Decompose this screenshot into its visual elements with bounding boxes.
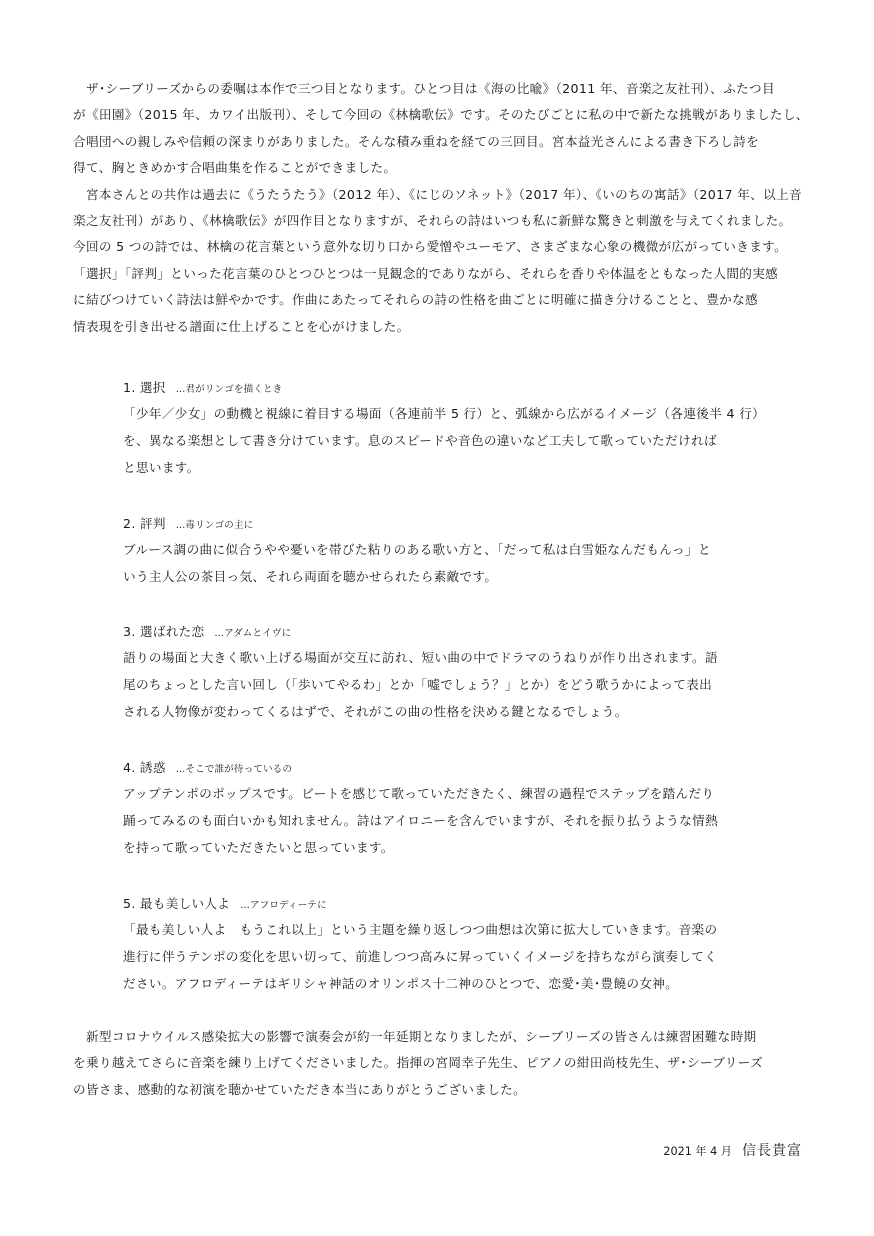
section-body [123, 644, 763, 725]
section-subtitle: …アフロディーテに [240, 900, 327, 911]
intro-line: 楽之友社刊）があり、《林檎歌伝》が四作目となりますが、それらの詩はいつも私に新鮮な驚きと刺激を与えてくれました。 [73, 212, 792, 228]
section-line: いう主人公の茶目っ気、それら両面を聴かせられたら素敵です。 [123, 569, 498, 584]
intro-line: 今回の 5 つの詩では、林檎の花言葉という意外な切り口から愛憎やユーモア、さまざまな心象の機微が広がっていきます。 [73, 239, 788, 255]
intro-line: 情表現を引き出せる譜面に仕上げることを心がけました。 [73, 318, 410, 334]
section-2 [123, 514, 763, 590]
section-line: 「最も美しい人よ もうこれ以上」という主題を繰り返しつつ曲想は次第に拡大していきます。音楽の [123, 922, 718, 937]
section-subtitle: …毒リンゴの主に [175, 520, 254, 531]
section-subtitle: …そこで誰が待っているの [175, 764, 293, 775]
section-4 [123, 758, 763, 861]
signature-author: 信長貴富 [742, 1143, 802, 1159]
section-heading [123, 378, 763, 400]
section-heading [123, 622, 763, 644]
intro-line: 「選択」「評判」といった花言葉のひとつひとつは一見観念的でありながら、それらを香りや体温をともなった人間的実感 [73, 265, 779, 281]
section-line: を、異なる楽想として書き分けています。息のスピードや音色の違いなど工夫して歌っていただければ [123, 433, 717, 448]
section-heading [123, 758, 763, 780]
section-line: 進行に伴うテンポの変化を思い切って、前進しつつ高みに昇っていくイメージを持ちながら演奏してく [123, 949, 718, 964]
section-title: 1. 選択 [123, 380, 166, 395]
closing-line: の皆さま、感動的な初演を聴かせていただき本当にありがとうございました。 [73, 1081, 527, 1097]
intro-paragraph [73, 76, 813, 340]
section-subtitle: …君がリンゴを描くとき [175, 384, 283, 395]
intro-line: 得て、胸ときめかす合唱曲集を作ることができました。 [73, 160, 397, 176]
section-line: を持って歌っていただきたいと思っています。 [123, 840, 394, 855]
intro-line: が《田園》（2015 年、カワイ出版刊）、そして今回の《林檎歌伝》です。そのたびごとに私の中で新たな挑戦がありましたし、 [73, 107, 809, 123]
section-3 [123, 622, 763, 725]
section-line: 尾のちょっとした言い回し（「歩いてやるわ」とか「嘘でしょう？」とか）をどう歌うかによって表出 [123, 677, 713, 692]
section-heading [123, 514, 763, 536]
section-body [123, 780, 763, 861]
closing-line: を乗り越えてさらに音楽を練り上げてくださいました。指揮の宮岡幸子先生、ピアノの紺田尚枝先生、ザ･シーブリーズ [73, 1055, 763, 1071]
section-title: 2. 評判 [123, 516, 166, 531]
section-title: 5. 最も美しい人よ [123, 896, 231, 911]
section-heading [123, 894, 763, 916]
intro-line: に結びつけていく詩法は鮮やかです。作曲にあたってそれらの詩の性格を曲ごとに明確に描き分けることと、豊かな感 [73, 292, 759, 308]
section-5 [123, 894, 763, 997]
section-line: 踊ってみるのも面白いかも知れません。詩はアイロニーを含んでいますが、それを振り払うような情熱 [123, 813, 719, 828]
section-title: 4. 誘惑 [123, 760, 166, 775]
intro-line: 宮本さんとの共作は過去に《うたうたう》（2012 年）、《にじのソネット》（2017 年）、《いのちの寓話》（2017 年、以上音 [73, 186, 802, 202]
section-title: 3. 選ばれた恋 [123, 624, 205, 639]
section-line: される人物像が変わってくるはずで、それがこの曲の性格を決める鍵となるでしょう。 [123, 704, 628, 719]
section-body [123, 916, 763, 997]
section-1 [123, 378, 766, 481]
section-line: ブルース調の曲に似合うやや憂いを帯びた粘りのある歌い方と、「だって私は白雪姫なんだもんっ」と [123, 542, 711, 557]
closing-line: 新型コロナウイルス感染拡大の影響で演奏会が約一年延期となりましたが、シーブリーズの皆さんは練習困難な時期 [73, 1029, 757, 1044]
section-body [123, 536, 763, 590]
section-line: アップテンポのポップスです。ビートを感じて歌っていただきたく、練習の過程でステップを踏んだり [123, 786, 715, 801]
section-body [123, 400, 766, 481]
section-line: 「少年／少女」の動機と視線に着目する場面（各連前半 5 行）と、弧線から広がるイメージ（各連後半 4 行） [123, 406, 766, 421]
section-line: と思います。 [123, 460, 200, 475]
signature-date: 2021 年 4 月 [663, 1145, 732, 1158]
closing-paragraph [73, 1024, 813, 1103]
intro-line: ザ･シーブリーズからの委嘱は本作で三つ目となります。ひとつ目は《海の比喩》（2011 年、音楽之友社刊）、ふたつ目 [73, 81, 775, 96]
section-line: 語りの場面と大きく歌い上げる場面が交互に訪れ、短い曲の中でドラマのうねりが作り出されます。語 [123, 650, 718, 665]
intro-line: 合唱団への親しみや信頼の深まりがありました。そんな積み重ねを経ての三回目。宮本益光さんによる書き下ろし詩を [73, 133, 760, 149]
section-subtitle: …アダムとイヴに [214, 628, 292, 639]
signature [663, 1140, 802, 1160]
section-line: ださい。アフロディーテはギリシャ神話のオリンポス十二神のひとつで、恋愛･美･豊饒の女神。 [123, 976, 679, 991]
